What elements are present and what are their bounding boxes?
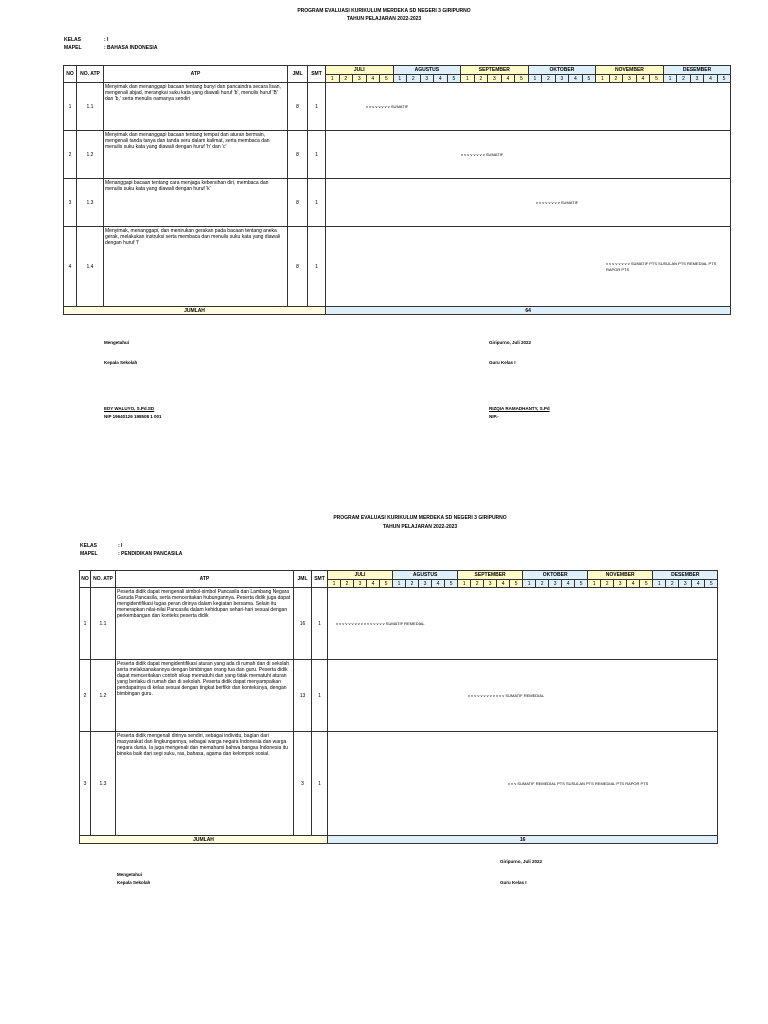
row-jml: 16 [294, 588, 312, 660]
doc2-place-date: Giripurno, Juli 2022 [500, 859, 543, 864]
row-atp-no: 1.4 [77, 227, 104, 307]
week-number: 1 [393, 580, 406, 588]
week-number: 2 [601, 580, 614, 588]
row-atp-no: 1.1 [77, 83, 104, 131]
week-number: 4 [692, 580, 705, 588]
week-number: 5 [575, 580, 588, 588]
row-atp-text: Peserta didik dapat mengenali simbol-simbol Pancasila dan Lambang Negara Garuda Pancasila, serta menceritakan hubungannya. Peserta didik juga dapat mengidentifikasi tugas peran dirinya dalam kegiatan bersama. Selain itu menerapkan nilai-nilai Pancasila dalam kehidupan sehari-hari sesuai dengan perkembangan dan konteks peserta didik [116, 588, 294, 660]
row-no: 1 [64, 83, 77, 131]
week-number: 5 [515, 75, 529, 83]
week-number: 2 [407, 75, 421, 83]
week-number: 3 [484, 580, 497, 588]
week-number: 1 [328, 580, 341, 588]
week-number: 3 [354, 580, 367, 588]
row-marks-text: v v v v v v v v SUMATIF PTS SUSULAN PTS REMEDIAL PTS RAPOR PTS [606, 260, 717, 272]
month-oktober: OKTOBER [528, 66, 596, 75]
row-smt: 1 [308, 131, 326, 179]
header-no-atp: NO. ATP [91, 571, 116, 588]
row-jml: 8 [288, 83, 308, 131]
week-number: 5 [582, 75, 596, 83]
doc2-title: PROGRAM EVALUASI KURIKULUM MERDEKA SD NEGERI 3 GIRIPURNO [333, 515, 507, 521]
week-number: 1 [461, 75, 475, 83]
table-row [80, 660, 718, 732]
week-number: 1 [528, 75, 542, 83]
row-marks [326, 227, 731, 307]
month-september: SEPTEMBER [458, 571, 523, 580]
week-number: 3 [488, 75, 502, 83]
doc1-kepsek-name: EDY WALUYO, S.Pd.SD [104, 406, 155, 411]
row-jml: 13 [294, 660, 312, 732]
week-number: 2 [471, 580, 484, 588]
week-number: 2 [677, 75, 691, 83]
mapel-label: MAPEL [80, 551, 98, 557]
row-marks [326, 83, 731, 131]
doc1-title: PROGRAM EVALUASI KURIKULUM MERDEKA SD NEGERI 3 GIRIPURNO [297, 8, 471, 14]
doc2-guru-kelas: Guru Kelas I [500, 880, 527, 885]
week-number: 3 [419, 580, 432, 588]
doc2-kelas [80, 543, 122, 550]
row-marks-text: v v v v v v v v SUMATIF [461, 151, 504, 157]
mapel-label: MAPEL [64, 45, 82, 51]
week-number: 2 [542, 75, 556, 83]
week-number: 2 [339, 75, 353, 83]
week-number: 4 [497, 580, 510, 588]
doc1-guru-kelas: Guru Kelas I [489, 360, 516, 365]
month-desember: DESEMBER [663, 66, 731, 75]
header-smt: SMT [312, 571, 328, 588]
row-smt: 1 [312, 732, 328, 836]
row-smt: 1 [308, 227, 326, 307]
week-number: 4 [501, 75, 515, 83]
doc1-mengetahui: Mengetahui [104, 340, 130, 345]
doc1-subtitle: TAHUN PELAJARAN 2022-2023 [346, 16, 422, 22]
week-number: 5 [650, 75, 664, 83]
week-number: 2 [474, 75, 488, 83]
row-atp-text: Menanggapi bacaan tentang cara menjaga kebersihan diri, membaca dan menulis suku kata yang diawali dengan huruf 'k' [104, 179, 288, 227]
header-no: NO [80, 571, 91, 588]
week-number: 4 [636, 75, 650, 83]
jumlah-label: JUMLAH [64, 307, 326, 315]
kelas-label: KELAS [80, 543, 97, 549]
week-number: 4 [704, 75, 718, 83]
week-number: 3 [549, 580, 562, 588]
row-atp-no: 1.3 [77, 179, 104, 227]
table-row [64, 131, 731, 179]
week-number: 3 [623, 75, 637, 83]
row-marks [328, 732, 718, 836]
week-number: 5 [717, 75, 731, 83]
week-number: 5 [445, 580, 458, 588]
week-number: 1 [588, 580, 601, 588]
week-number: 1 [523, 580, 536, 588]
row-atp-no: 1.2 [91, 660, 116, 732]
doc1-mapel [64, 45, 157, 52]
row-marks-text: v v v v v v v v v v v v SUMATIF REMEDIAL [468, 692, 545, 698]
week-number: 3 [555, 75, 569, 83]
doc2-mapel [80, 551, 182, 558]
kelas-value: : I [118, 543, 123, 549]
header-smt: SMT [308, 66, 326, 83]
row-atp-no: 1.3 [91, 732, 116, 836]
week-number: 3 [420, 75, 434, 83]
week-number: 2 [341, 580, 354, 588]
jumlah-label: JUMLAH [80, 836, 328, 844]
doc2-kepala-sekolah: Kepala Sekolah [117, 880, 151, 885]
table-row [80, 588, 718, 660]
week-number: 5 [705, 580, 718, 588]
row-smt: 1 [312, 660, 328, 732]
row-jml: 8 [288, 131, 308, 179]
header-no-atp: NO. ATP [77, 66, 104, 83]
row-no: 4 [64, 227, 77, 307]
week-number: 3 [679, 580, 692, 588]
row-no: 2 [64, 131, 77, 179]
row-no: 3 [64, 179, 77, 227]
header-no: NO [64, 66, 77, 83]
week-number: 5 [380, 580, 393, 588]
jumlah-value: 16 [328, 836, 718, 844]
week-number: 4 [627, 580, 640, 588]
row-jml: 8 [288, 179, 308, 227]
row-marks-text: v v v v v v v v SUMATIF [536, 199, 579, 205]
row-smt: 1 [308, 179, 326, 227]
doc1-kelas [64, 37, 108, 44]
row-no: 1 [80, 588, 91, 660]
row-atp-text: Menyimak, menanggapi, dan menirukan gerakan pada bacaan tentang aneka gerak, melakukan instruksi serta membaca dan menulis suku kata yang diawali dengan huruf 'l' [104, 227, 288, 307]
week-number: 2 [406, 580, 419, 588]
month-november: NOVEMBER [588, 571, 653, 580]
week-number: 2 [666, 580, 679, 588]
week-number: 1 [326, 75, 340, 83]
week-number: 5 [640, 580, 653, 588]
jumlah-value: 64 [326, 307, 731, 315]
row-jml: 3 [294, 732, 312, 836]
month-agustus: AGUSTUS [393, 66, 461, 75]
week-number: 5 [447, 75, 461, 83]
row-smt: 1 [308, 83, 326, 131]
row-atp-text: Menyimak dan menanggapi bacaan tentang tempat dan aturan bermain, mengenali tanda tanya dan tanda seru dalam kalimat, serta membaca dan menulis suku kata yang diawali dengan huruf 'h' dan 'c' [104, 131, 288, 179]
week-number: 1 [458, 580, 471, 588]
row-marks [328, 588, 718, 660]
header-atp: ATP [116, 571, 294, 588]
week-number: 4 [432, 580, 445, 588]
row-no: 2 [80, 660, 91, 732]
week-number: 1 [663, 75, 677, 83]
jumlah-row [64, 307, 731, 315]
week-number: 3 [690, 75, 704, 83]
header-jml: JML [294, 571, 312, 588]
week-number: 2 [536, 580, 549, 588]
month-september: SEPTEMBER [461, 66, 529, 75]
month-november: NOVEMBER [596, 66, 664, 75]
week-number: 2 [609, 75, 623, 83]
week-number: 4 [366, 75, 380, 83]
week-number: 5 [510, 580, 523, 588]
table-row [64, 179, 731, 227]
week-number: 4 [562, 580, 575, 588]
week-number: 3 [614, 580, 627, 588]
week-number: 5 [380, 75, 394, 83]
month-desember: DESEMBER [653, 571, 718, 580]
doc1-guru-nip: NIP.- [489, 414, 499, 419]
row-marks-text: v v v v v v v v v v v v v v v v SUMATIF REMEDIAL [336, 620, 425, 626]
row-atp-text: Peserta didik dapat mengidentifikasi aturan yang ada di rumah dan di sekolah serta melaksanakannya dengan bimbingan orang tua dan guru. Peserta didik dapat menceritakan contoh sikap mematuhi dan yang tidak mematuhi aturan yang berlaku di rumah dan di sekolah. Peserta didik dapat menyampaikan pendapatnya di kelas sesuai dengan tingkat berfikir dan konteksnya, dengan bimbingan guru. [116, 660, 294, 732]
doc2-subtitle: TAHUN PELAJARAN 2022-2023 [382, 524, 458, 530]
table-row [64, 83, 731, 131]
table-row [80, 732, 718, 836]
doc2-mengetahui: Mengetahui [117, 872, 143, 877]
row-smt: 1 [312, 588, 328, 660]
row-marks-text: v v v SUMATIF REMEDIAL PTS SUSULAN PTS REMEDIAL PTS RAPOR PTS [508, 780, 649, 786]
row-atp-no: 1.2 [77, 131, 104, 179]
kelas-label: KELAS [64, 37, 81, 43]
row-atp-no: 1.1 [91, 588, 116, 660]
week-number: 1 [653, 580, 666, 588]
doc1-place-date: Giripurno, Juli 2022 [489, 340, 532, 345]
week-number: 3 [353, 75, 367, 83]
week-number: 4 [367, 580, 380, 588]
row-marks [326, 179, 731, 227]
doc1-kepala-sekolah: Kepala Sekolah [104, 360, 138, 365]
mapel-value: : PENDIDIKAN PANCASILA [118, 551, 183, 557]
row-marks [326, 131, 731, 179]
doc2-evaluation-table [79, 570, 718, 844]
month-juli: JULI [326, 66, 394, 75]
row-no: 3 [80, 732, 91, 836]
week-number: 1 [596, 75, 610, 83]
row-marks-text: v v v v v v v v SUMATIF [366, 103, 409, 109]
month-juli: JULI [328, 571, 393, 580]
jumlah-row [80, 836, 718, 844]
mapel-value: : BAHASA INDONESIA [104, 45, 158, 51]
row-atp-text: Menyimak dan menanggapi bacaan tentang bunyi dan pancaindra secara lisan, mengenali abjad, merangkai suku kata yang diawali huruf 'b', menulis huruf 'B' dan 'b,' serta menulis namanya sendiri [104, 83, 288, 131]
row-atp-text: Peserta didik mengenali dirinya sendiri, sebagai individu, bagian dari masyarakat dan lingkungannya, sebagai warga negara Indonesia dan warga negara dunia. Ia juga mengenali dan memahami bahwa bangsa Indonesia itu bineka baik dari segi suku, ras, bahasa, agama dan kelompok sosial. [116, 732, 294, 836]
week-number: 1 [393, 75, 407, 83]
doc1-kepsek-nip: NIP 19640126 198508 1 001 [104, 414, 162, 419]
month-oktober: OKTOBER [523, 571, 588, 580]
doc1-guru-name: RIZQIA RAMADHANTY, S.Pd [489, 406, 550, 411]
kelas-value: : I [104, 37, 109, 43]
row-marks [328, 660, 718, 732]
table-row [64, 227, 731, 307]
doc1-evaluation-table [63, 65, 731, 315]
month-agustus: AGUSTUS [393, 571, 458, 580]
week-number: 4 [569, 75, 583, 83]
header-jml: JML [288, 66, 308, 83]
week-number: 4 [434, 75, 448, 83]
header-atp: ATP [104, 66, 288, 83]
row-jml: 8 [288, 227, 308, 307]
